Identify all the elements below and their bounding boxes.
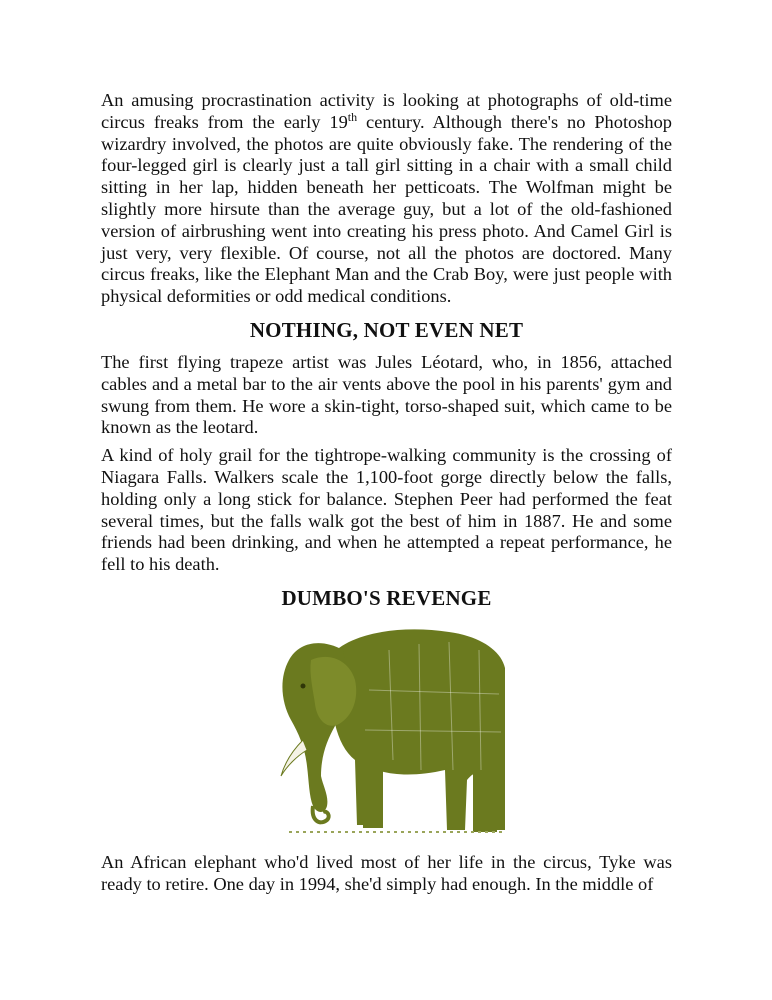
paragraph-leotard: The first flying trapeze artist was Jules Léotard, who, in 1856, attached cables and a metal bar to the air vents above the pool in his parents' gym and swung from them. He wore a skin-tight, torso-shaped suit, which came to be known as the leotard.	[101, 351, 672, 438]
document-page	[101, 90, 672, 902]
section-heading-nothing-not-even-net: NOTHING, NOT EVEN NET	[249, 317, 524, 342]
elephant-illustration-icon	[269, 620, 505, 838]
superscript-th: th	[347, 109, 358, 124]
paragraph-circus-freaks	[101, 90, 672, 308]
paragraph-text: An amusing procrastination activity is looking at photographs of old-time circus freaks from the early 19	[101, 90, 672, 132]
paragraph-niagara-falls: A kind of holy grail for the tightrope-walking community is the crossing of Niagara Falls. Walkers scale the 1,100-foot gorge directly below the falls, holding only a long stick for balance. Stephen Peer had performed the feat several times, but the falls walk got the best of him in 1887. He and some friends had been drinking, and when he attempted a repeat performance, he fell to his death.	[101, 445, 672, 575]
section-heading-dumbos-revenge: DUMBO'S REVENGE	[281, 585, 492, 610]
paragraph-tyke: An African elephant who'd lived most of her life in the circus, Tyke was ready to retire. One day in 1994, she'd simply had enough. In the middle of	[101, 851, 672, 894]
elephant-figure	[101, 620, 672, 838]
paragraph-text-continued: century. Although there's no Photoshop wizardry involved, the photos are quite obviously fake. The rendering of the four-legged girl is clearly just a tall girl sitting in a chair with a small child sitting in her lap, hidden beneath her petticoats. The Wolfman might be slightly more hirsute than the average guy, but a lot of the old-fashioned version of airbrushing went into creating his press photo. And Camel Girl is just very, very flexible. Of course, not all the photos are doctored. Many circus freaks, like the Elephant Man and the Crab Boy, were just people with physical deformities or odd medical conditions.	[101, 111, 672, 307]
